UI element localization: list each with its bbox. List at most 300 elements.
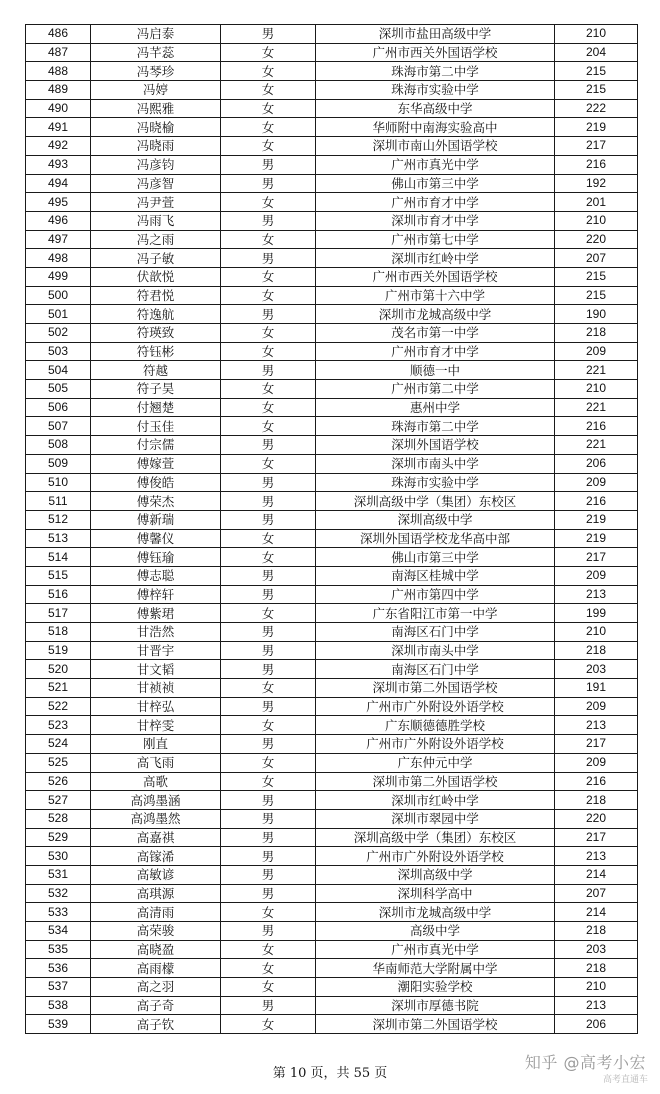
gender-cell: 女: [221, 342, 316, 361]
gender-cell: 女: [221, 716, 316, 735]
score-cell: 218: [555, 324, 638, 343]
school-cell: 广州市第四中学: [316, 585, 555, 604]
score-cell: 213: [555, 847, 638, 866]
student-name-cell: 付玉佳: [91, 417, 221, 436]
school-cell: 深圳市南头中学: [316, 641, 555, 660]
table-row: [26, 249, 638, 268]
table-row: [26, 753, 638, 772]
table-row: [26, 847, 638, 866]
school-cell: 深圳市第二外国语学校: [316, 1015, 555, 1034]
table-row: [26, 772, 638, 791]
row-number-cell: 515: [26, 566, 91, 585]
table-row: [26, 361, 638, 380]
gender-cell: 男: [221, 847, 316, 866]
student-name-cell: 傅荣杰: [91, 492, 221, 511]
score-cell: 215: [555, 267, 638, 286]
school-cell: 深圳市第二外国语学校: [316, 679, 555, 698]
student-name-cell: 高飞雨: [91, 753, 221, 772]
score-cell: 219: [555, 529, 638, 548]
school-cell: 深圳市南山外国语学校: [316, 137, 555, 156]
row-number-cell: 517: [26, 604, 91, 623]
row-number-cell: 524: [26, 735, 91, 754]
row-number-cell: 535: [26, 940, 91, 959]
score-cell: 207: [555, 884, 638, 903]
school-cell: 顺德一中: [316, 361, 555, 380]
student-name-cell: 符逸航: [91, 305, 221, 324]
student-name-cell: 付宗儒: [91, 436, 221, 455]
school-cell: 南海区石门中学: [316, 660, 555, 679]
gender-cell: 男: [221, 174, 316, 193]
student-name-cell: 冯彦钧: [91, 155, 221, 174]
gender-cell: 男: [221, 623, 316, 642]
row-number-cell: 487: [26, 43, 91, 62]
gender-cell: 女: [221, 380, 316, 399]
table-row: [26, 473, 638, 492]
gender-cell: 女: [221, 99, 316, 118]
student-name-cell: 甘浩然: [91, 623, 221, 642]
school-cell: 广州市西关外国语学校: [316, 43, 555, 62]
table-row: [26, 1015, 638, 1034]
table-row: [26, 865, 638, 884]
table-row: [26, 25, 638, 44]
student-name-cell: 高晓盈: [91, 940, 221, 959]
score-cell: 221: [555, 361, 638, 380]
score-cell: 201: [555, 193, 638, 212]
student-name-cell: 傅钰瑜: [91, 548, 221, 567]
student-name-cell: 高歌: [91, 772, 221, 791]
table-row: [26, 623, 638, 642]
row-number-cell: 538: [26, 996, 91, 1015]
gender-cell: 女: [221, 1015, 316, 1034]
school-cell: 华南师范大学附属中学: [316, 959, 555, 978]
school-cell: 南海区石门中学: [316, 623, 555, 642]
gender-cell: 女: [221, 324, 316, 343]
score-cell: 209: [555, 753, 638, 772]
gender-cell: 男: [221, 865, 316, 884]
student-name-cell: 高镓浠: [91, 847, 221, 866]
score-cell: 221: [555, 436, 638, 455]
row-number-cell: 496: [26, 211, 91, 230]
gender-cell: 女: [221, 43, 316, 62]
gender-cell: 女: [221, 604, 316, 623]
score-cell: 215: [555, 286, 638, 305]
school-cell: 广东仲元中学: [316, 753, 555, 772]
school-cell: 广州市西关外国语学校: [316, 267, 555, 286]
score-cell: 190: [555, 305, 638, 324]
score-cell: 218: [555, 959, 638, 978]
row-number-cell: 509: [26, 454, 91, 473]
table-row: [26, 155, 638, 174]
row-number-cell: 488: [26, 62, 91, 81]
student-name-cell: 冯之雨: [91, 230, 221, 249]
score-cell: 209: [555, 697, 638, 716]
school-cell: 南海区桂城中学: [316, 566, 555, 585]
student-name-cell: 冯琴珍: [91, 62, 221, 81]
school-cell: 广州市真光中学: [316, 940, 555, 959]
student-name-cell: 冯婷: [91, 81, 221, 100]
score-cell: 216: [555, 417, 638, 436]
school-cell: 珠海市第二中学: [316, 62, 555, 81]
school-cell: 广州市真光中学: [316, 155, 555, 174]
student-name-cell: 高雨檬: [91, 959, 221, 978]
score-cell: 218: [555, 791, 638, 810]
score-cell: 213: [555, 716, 638, 735]
row-number-cell: 520: [26, 660, 91, 679]
score-cell: 214: [555, 865, 638, 884]
school-cell: 潮阳实验学校: [316, 978, 555, 997]
table-row: [26, 118, 638, 137]
row-number-cell: 528: [26, 809, 91, 828]
gender-cell: 女: [221, 772, 316, 791]
roster-table: [25, 24, 638, 1034]
student-name-cell: 甘祯祯: [91, 679, 221, 698]
school-cell: 深圳外国语学校龙华高中部: [316, 529, 555, 548]
school-cell: 广州市第十六中学: [316, 286, 555, 305]
score-cell: 213: [555, 585, 638, 604]
student-name-cell: 符君悦: [91, 286, 221, 305]
school-cell: 广东省阳江市第一中学: [316, 604, 555, 623]
student-name-cell: 符瑛致: [91, 324, 221, 343]
student-name-cell: 傅紫珺: [91, 604, 221, 623]
table-row: [26, 137, 638, 156]
table-row: [26, 697, 638, 716]
student-name-cell: 甘晋宇: [91, 641, 221, 660]
school-cell: 华师附中南海实验高中: [316, 118, 555, 137]
student-name-cell: 冯熙雅: [91, 99, 221, 118]
score-cell: 220: [555, 230, 638, 249]
table-row: [26, 679, 638, 698]
gender-cell: 男: [221, 791, 316, 810]
row-number-cell: 537: [26, 978, 91, 997]
student-name-cell: 高子钦: [91, 1015, 221, 1034]
table-row: [26, 996, 638, 1015]
score-cell: 210: [555, 211, 638, 230]
row-number-cell: 501: [26, 305, 91, 324]
gender-cell: 男: [221, 305, 316, 324]
score-cell: 199: [555, 604, 638, 623]
gender-cell: 男: [221, 996, 316, 1015]
row-number-cell: 503: [26, 342, 91, 361]
table-row: [26, 922, 638, 941]
score-cell: 217: [555, 828, 638, 847]
gender-cell: 女: [221, 286, 316, 305]
table-row: [26, 604, 638, 623]
row-number-cell: 492: [26, 137, 91, 156]
row-number-cell: 527: [26, 791, 91, 810]
student-name-cell: 甘梓弘: [91, 697, 221, 716]
school-cell: 深圳市龙城高级中学: [316, 305, 555, 324]
student-name-cell: 冯彦智: [91, 174, 221, 193]
score-cell: 215: [555, 81, 638, 100]
row-number-cell: 486: [26, 25, 91, 44]
table-row: [26, 267, 638, 286]
row-number-cell: 498: [26, 249, 91, 268]
student-name-cell: 冯启泰: [91, 25, 221, 44]
score-cell: 216: [555, 155, 638, 174]
student-name-cell: 傅馨仪: [91, 529, 221, 548]
row-number-cell: 533: [26, 903, 91, 922]
row-number-cell: 510: [26, 473, 91, 492]
gender-cell: 女: [221, 230, 316, 249]
row-number-cell: 516: [26, 585, 91, 604]
table-row: [26, 454, 638, 473]
gender-cell: 女: [221, 137, 316, 156]
student-name-cell: 傅梓轩: [91, 585, 221, 604]
student-name-cell: 高之羽: [91, 978, 221, 997]
gender-cell: 女: [221, 529, 316, 548]
school-cell: 佛山市第三中学: [316, 174, 555, 193]
student-name-cell: 符子昊: [91, 380, 221, 399]
gender-cell: 男: [221, 922, 316, 941]
gender-cell: 男: [221, 155, 316, 174]
score-cell: 191: [555, 679, 638, 698]
school-cell: 佛山市第三中学: [316, 548, 555, 567]
score-cell: 203: [555, 660, 638, 679]
student-name-cell: 符越: [91, 361, 221, 380]
table-row: [26, 884, 638, 903]
table-row: [26, 342, 638, 361]
table-row: [26, 230, 638, 249]
row-number-cell: 506: [26, 398, 91, 417]
gender-cell: 女: [221, 398, 316, 417]
student-name-cell: 符钰彬: [91, 342, 221, 361]
student-name-cell: 付翘楚: [91, 398, 221, 417]
school-cell: 广州市广外附设外语学校: [316, 847, 555, 866]
row-number-cell: 512: [26, 510, 91, 529]
table-row: [26, 211, 638, 230]
table-row: [26, 660, 638, 679]
gender-cell: 女: [221, 940, 316, 959]
student-name-cell: 傅俊皓: [91, 473, 221, 492]
school-cell: 广州市育才中学: [316, 342, 555, 361]
table-row: [26, 305, 638, 324]
table-row: [26, 585, 638, 604]
school-cell: 深圳市盐田高级中学: [316, 25, 555, 44]
score-cell: 210: [555, 25, 638, 44]
student-name-cell: 高敏谚: [91, 865, 221, 884]
gender-cell: 女: [221, 193, 316, 212]
school-cell: 深圳高级中学（集团）东校区: [316, 492, 555, 511]
student-name-cell: 伏歆悦: [91, 267, 221, 286]
gender-cell: 男: [221, 884, 316, 903]
score-cell: 213: [555, 996, 638, 1015]
score-cell: 206: [555, 1015, 638, 1034]
table-row: [26, 716, 638, 735]
student-name-cell: 傅新瑞: [91, 510, 221, 529]
row-number-cell: 497: [26, 230, 91, 249]
school-cell: 珠海市实验中学: [316, 81, 555, 100]
score-cell: 221: [555, 398, 638, 417]
gender-cell: 男: [221, 436, 316, 455]
score-cell: 206: [555, 454, 638, 473]
gender-cell: 女: [221, 417, 316, 436]
table-row: [26, 81, 638, 100]
table-row: [26, 43, 638, 62]
row-number-cell: 495: [26, 193, 91, 212]
school-cell: 茂名市第一中学: [316, 324, 555, 343]
table-row: [26, 978, 638, 997]
table-row: [26, 417, 638, 436]
score-cell: 210: [555, 623, 638, 642]
school-cell: 深圳市第二外国语学校: [316, 772, 555, 791]
row-number-cell: 530: [26, 847, 91, 866]
row-number-cell: 525: [26, 753, 91, 772]
row-number-cell: 521: [26, 679, 91, 698]
student-name-cell: 傅嫁萱: [91, 454, 221, 473]
gender-cell: 男: [221, 585, 316, 604]
score-cell: 210: [555, 978, 638, 997]
table-row: [26, 324, 638, 343]
row-number-cell: 529: [26, 828, 91, 847]
table-row: [26, 641, 638, 660]
school-cell: 深圳科学高中: [316, 884, 555, 903]
row-number-cell: 490: [26, 99, 91, 118]
score-cell: 210: [555, 380, 638, 399]
gender-cell: 男: [221, 641, 316, 660]
row-number-cell: 505: [26, 380, 91, 399]
table-row: [26, 492, 638, 511]
school-cell: 深圳市南头中学: [316, 454, 555, 473]
row-number-cell: 514: [26, 548, 91, 567]
school-cell: 深圳外国语学校: [316, 436, 555, 455]
school-cell: 珠海市第二中学: [316, 417, 555, 436]
student-name-cell: 冯子敏: [91, 249, 221, 268]
table-row: [26, 809, 638, 828]
student-name-cell: 甘文韬: [91, 660, 221, 679]
score-cell: 218: [555, 922, 638, 941]
table-row: [26, 940, 638, 959]
gender-cell: 男: [221, 809, 316, 828]
row-number-cell: 526: [26, 772, 91, 791]
score-cell: 214: [555, 903, 638, 922]
table-row: [26, 286, 638, 305]
gender-cell: 男: [221, 25, 316, 44]
school-cell: 深圳市翠园中学: [316, 809, 555, 828]
table-row: [26, 62, 638, 81]
gender-cell: 女: [221, 978, 316, 997]
student-name-cell: 高鸿墨然: [91, 809, 221, 828]
score-cell: 217: [555, 735, 638, 754]
gender-cell: 女: [221, 118, 316, 137]
score-cell: 218: [555, 641, 638, 660]
score-cell: 216: [555, 492, 638, 511]
score-cell: 209: [555, 342, 638, 361]
gender-cell: 男: [221, 249, 316, 268]
row-number-cell: 513: [26, 529, 91, 548]
score-cell: 219: [555, 510, 638, 529]
student-name-cell: 傅志聪: [91, 566, 221, 585]
student-name-cell: 高琪源: [91, 884, 221, 903]
student-name-cell: 高子奇: [91, 996, 221, 1015]
score-cell: 209: [555, 566, 638, 585]
student-name-cell: 甘梓雯: [91, 716, 221, 735]
row-number-cell: 494: [26, 174, 91, 193]
student-name-cell: 冯芊蕊: [91, 43, 221, 62]
student-name-cell: 冯雨飞: [91, 211, 221, 230]
gender-cell: 男: [221, 735, 316, 754]
page-footer: 第 10 页，共 55 页: [272, 1066, 388, 1081]
row-number-cell: 493: [26, 155, 91, 174]
table-row: [26, 398, 638, 417]
watermark-text: 知乎 @高考小宏: [524, 1053, 646, 1072]
school-cell: 深圳市龙城高级中学: [316, 903, 555, 922]
score-cell: 207: [555, 249, 638, 268]
row-number-cell: 507: [26, 417, 91, 436]
score-cell: 209: [555, 473, 638, 492]
gender-cell: 女: [221, 548, 316, 567]
school-cell: 高级中学: [316, 922, 555, 941]
score-cell: 215: [555, 62, 638, 81]
score-cell: 192: [555, 174, 638, 193]
gender-cell: 女: [221, 753, 316, 772]
school-cell: 深圳高级中学: [316, 865, 555, 884]
school-cell: 广州市第七中学: [316, 230, 555, 249]
student-name-cell: 高鸿墨涵: [91, 791, 221, 810]
score-cell: 204: [555, 43, 638, 62]
school-cell: 东华高级中学: [316, 99, 555, 118]
school-cell: 深圳高级中学: [316, 510, 555, 529]
row-number-cell: 511: [26, 492, 91, 511]
school-cell: 广州市第二中学: [316, 380, 555, 399]
score-cell: 216: [555, 772, 638, 791]
school-cell: 广州市广外附设外语学校: [316, 697, 555, 716]
school-cell: 深圳高级中学（集团）东校区: [316, 828, 555, 847]
student-name-cell: 冯晓雨: [91, 137, 221, 156]
row-number-cell: 508: [26, 436, 91, 455]
table-row: [26, 791, 638, 810]
table-row: [26, 510, 638, 529]
gender-cell: 女: [221, 81, 316, 100]
student-name-cell: 刚直: [91, 735, 221, 754]
gender-cell: 男: [221, 510, 316, 529]
row-number-cell: 531: [26, 865, 91, 884]
table-row: [26, 436, 638, 455]
row-number-cell: 522: [26, 697, 91, 716]
table-row: [26, 529, 638, 548]
school-cell: 珠海市实验中学: [316, 473, 555, 492]
student-name-cell: 冯尹萱: [91, 193, 221, 212]
score-cell: 220: [555, 809, 638, 828]
school-cell: 惠州中学: [316, 398, 555, 417]
school-cell: 深圳市厚德书院: [316, 996, 555, 1015]
table-row: [26, 380, 638, 399]
gender-cell: 男: [221, 211, 316, 230]
table-row: [26, 903, 638, 922]
school-cell: 广东顺德德胜学校: [316, 716, 555, 735]
gender-cell: 男: [221, 492, 316, 511]
table-row: [26, 193, 638, 212]
school-cell: 深圳市红岭中学: [316, 791, 555, 810]
row-number-cell: 502: [26, 324, 91, 343]
student-name-cell: 高嘉祺: [91, 828, 221, 847]
row-number-cell: 504: [26, 361, 91, 380]
row-number-cell: 523: [26, 716, 91, 735]
student-name-cell: 冯晓榆: [91, 118, 221, 137]
school-cell: 广州市育才中学: [316, 193, 555, 212]
gender-cell: 女: [221, 959, 316, 978]
score-cell: 203: [555, 940, 638, 959]
row-number-cell: 532: [26, 884, 91, 903]
table-row: [26, 174, 638, 193]
table-row: [26, 566, 638, 585]
watermark-subtext: 高考直通车: [602, 1075, 648, 1085]
row-number-cell: 536: [26, 959, 91, 978]
row-number-cell: 518: [26, 623, 91, 642]
student-name-cell: 高荣骏: [91, 922, 221, 941]
row-number-cell: 534: [26, 922, 91, 941]
gender-cell: 女: [221, 454, 316, 473]
school-cell: 深圳市育才中学: [316, 211, 555, 230]
